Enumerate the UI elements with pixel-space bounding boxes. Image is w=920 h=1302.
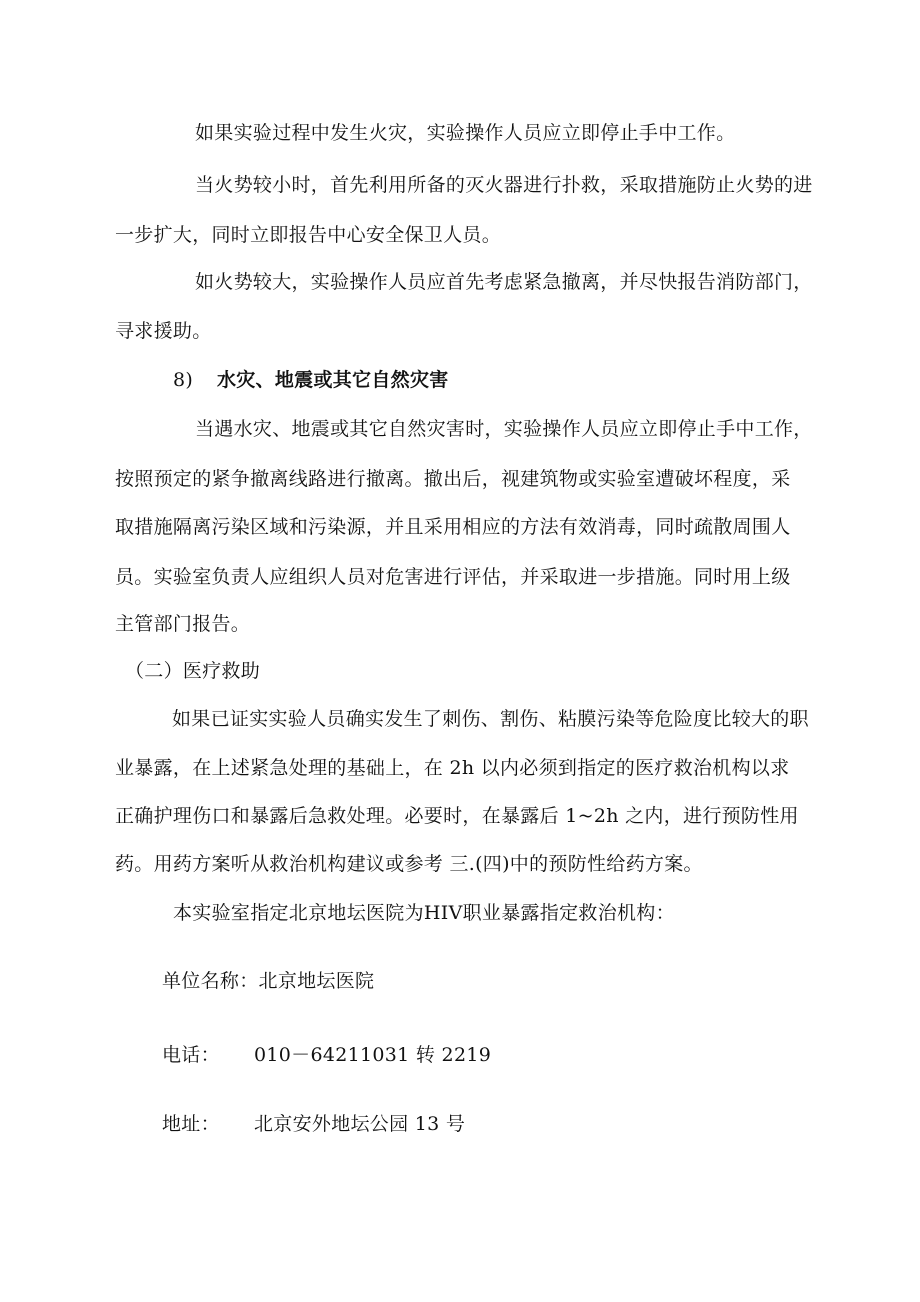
unit-label: 单位名称：: [162, 970, 259, 992]
contact-phone-row: [162, 1043, 491, 1067]
medical-line-1: 如果已证实实验人员确实发生了刺伤、割伤、粘膜污染等危险度比较大的职: [172, 708, 809, 730]
disaster-line-5: 主管部门报告。: [115, 613, 251, 635]
unit-value: 北京地坛医院: [258, 970, 375, 992]
contact-unit-row: [162, 969, 374, 993]
disaster-line-1: 当遇水灾、地震或其它自然灾害时，实验操作人员应立即停止手中工作，: [195, 418, 813, 440]
disaster-line-2: 按照预定的紧争撤离线路进行撤离。撤出后，视建筑物或实验室遭破坏程度，采: [115, 468, 791, 490]
medical-line-3: 正确护理伤口和暴露后急救处理。必要时，在暴露后 1~2h 之内，进行预防性用: [115, 805, 799, 827]
disaster-line-3: 取措施隔离污染区域和污染源，并且采用相应的方法有效消毒，同时疏散周围人: [115, 516, 791, 538]
fire-paragraph-3-line-1: 如火势较大，实验操作人员应首先考虑紧急撤离，并尽快报告消防部门，: [195, 271, 813, 293]
section-heading-natural-disaster: [173, 368, 449, 392]
phone-label: 电话：: [162, 1044, 220, 1066]
contact-address-row: [162, 1112, 465, 1136]
fire-paragraph-3-line-2: 寻求援助。: [115, 320, 212, 342]
fire-paragraph-1: 如果实验过程中发生火灾，实验操作人员应立即停止手中工作。: [195, 122, 736, 144]
medical-line-4: 药。用药方案听从救治机构建议或参考 三.(四)中的预防性给药方案。: [115, 853, 703, 875]
address-value: 北京安外地坛公园 13 号: [254, 1113, 466, 1135]
medical-aid-heading: （二）医疗救助: [125, 660, 261, 682]
medical-line-2: 业暴露，在上述紧急处理的基础上，在 2h 以内必须到指定的医疗救治机构以求: [115, 757, 790, 779]
section-number: 8): [173, 369, 194, 391]
fire-paragraph-2-line-2: 一步扩大，同时立即报告中心安全保卫人员。: [115, 224, 502, 246]
designation-line: 本实验室指定北京地坛医院为HIV职业暴露指定救治机构：: [173, 902, 675, 924]
address-label: 地址：: [162, 1113, 220, 1135]
fire-paragraph-2-line-1: 当火势较小时，首先利用所备的灭火器进行扑救，采取措施防止火势的进: [195, 174, 813, 196]
section-title: 水灾、地震或其它自然灾害: [216, 369, 449, 391]
disaster-line-4: 员。实验室负责人应组织人员对危害进行评估，并采取进一步措施。同时用上级: [115, 566, 791, 588]
phone-value: 010－64211031 转 2219: [254, 1044, 492, 1066]
